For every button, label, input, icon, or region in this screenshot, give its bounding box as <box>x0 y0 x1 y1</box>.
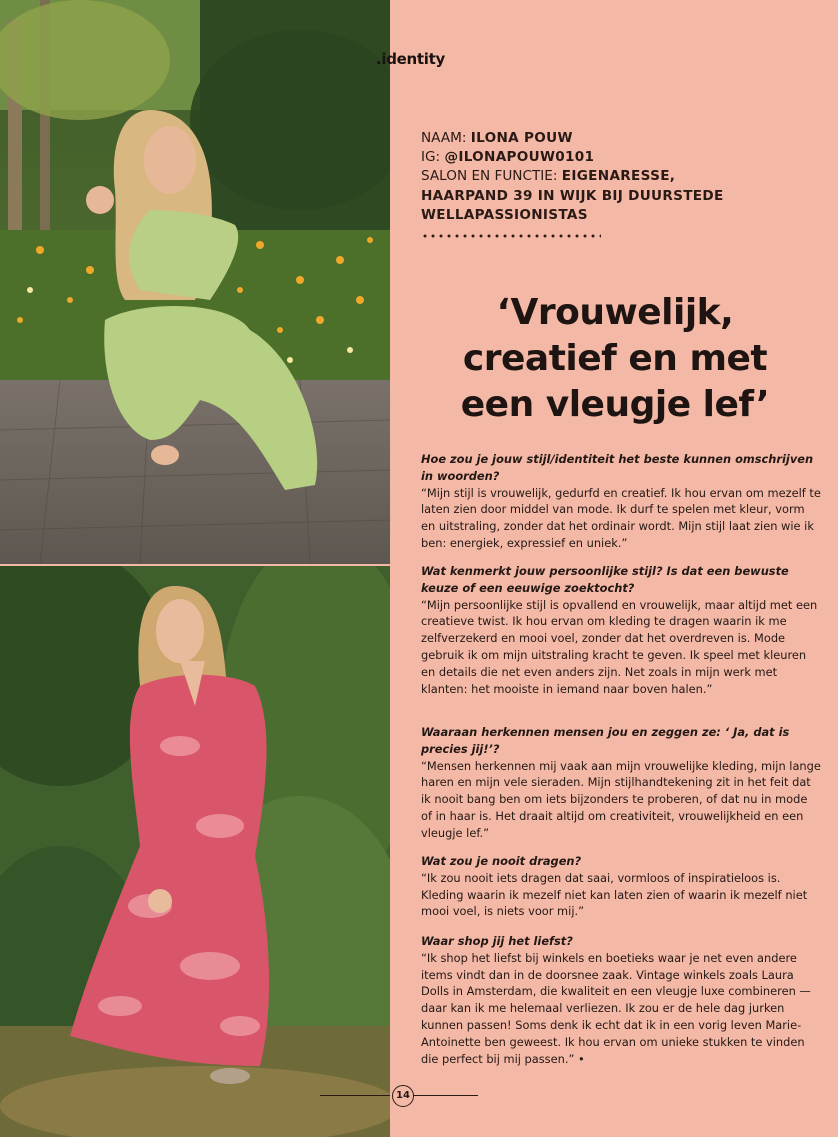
qa-block <box>421 933 821 1067</box>
question: Waar shop jij het liefst? <box>421 934 573 948</box>
profile-name-key: NAAM: <box>421 130 467 146</box>
photo-crouching-in-garden <box>0 0 390 564</box>
question: Hoe zou je jouw stijl/identiteit het beste kunnen omschrijven in woorden? <box>421 452 814 483</box>
profile-salon-row <box>421 167 821 186</box>
profile-name-row <box>421 129 821 148</box>
profile-ig-key: IG: <box>421 149 441 166</box>
answer: “Mijn stijl is vrouwelijk, gedurfd en creatief. Ik hou ervan om mezelf te laten zien door middel van mode. Ik durf te spelen met kleur, vorm en uitstraling, zonder dat het ordinair wordt. Mijn stijl laat zien wie ik ben: energiek, expressief en uniek.” <box>421 485 821 550</box>
footer-rule-left <box>320 1095 390 1096</box>
footer-rule <box>413 1095 478 1096</box>
page-number: 14 <box>392 1085 414 1107</box>
qa-block <box>421 563 821 697</box>
answer: “Mensen herkennen mij vaak aan mijn vrouwelijke kleding, mijn lange haren en mijn vele sieraden. Mijn stijlhandtekening zit in het feit dat ik nooit bang ben om iets bijzonders te proberen, of dat nu in mode of in haar is. Het draait altijd om creativiteit, vrouwelijkheid en een vleugje lef.” <box>421 758 821 840</box>
dotted-divider <box>421 234 601 238</box>
question: Waaraan herkennen mensen jou en zeggen ze: ‘ Ja, dat is precies jij!’? <box>421 725 790 756</box>
question: Wat zou je nooit dragen? <box>421 854 582 868</box>
question: Wat kenmerkt jouw persoonlijke stijl? Is dat een bewuste keuze of een eeuwige zoektocht? <box>421 564 789 595</box>
profile-salon-value-3: WELLAPASSIONISTAS <box>421 206 588 223</box>
answer: “Ik shop het liefst bij winkels en boetieks waar je net even andere items vindt dan in de doorsnee zaak. Vintage winkels zoals Laura Dolls in Amsterdam, die kwaliteit en een vleugje luxe combineren — daar kan ik me helemaal verliezen. Ik zou er de hele dag jurken kunnen passen! Soms denk ik echt dat ik in een vorig leven Marie-Antoinette ben geweest. Ik hou ervan om unieke stukken te vinden die perfect bij mij passen.” • <box>421 950 811 1066</box>
answer: “Mijn persoonlijke stijl is opvallend en vrouwelijk, maar altijd met een creatieve twist. Ik hou ervan om kleding te dragen waarin ik me zelfverzekerd en mooi voel, zonder dat het overdreven is. Mode gebruik ik om mijn uitstraling kracht te geven. Ik speel met kleuren en details die net even anders zijn. Net zoals in mijn werk met klanten: het mooiste in iemand naar boven halen.” <box>421 597 818 696</box>
headline-line-3: een vleugje lef’ <box>460 384 770 425</box>
profile-salon-key: SALON EN FUNCTIE: <box>421 168 558 185</box>
headline-line-2: creatief en met <box>462 338 768 379</box>
profile-name-value: ILONA POUW <box>470 130 573 146</box>
profile-block <box>421 129 821 225</box>
section-label: .identity <box>376 50 445 68</box>
qa-block <box>421 853 821 920</box>
profile-salon-value-1: EIGENARESSE, <box>561 168 676 185</box>
qa-block <box>421 724 821 842</box>
qa-block <box>421 451 821 552</box>
photo-red-dress <box>0 566 390 1137</box>
headline <box>392 290 838 428</box>
profile-salon-value-2: HAARPAND 39 IN WIJK BIJ DUURSTEDE <box>421 187 724 204</box>
profile-ig-row <box>421 148 821 167</box>
profile-ig-value: @ILONAPOUW0101 <box>444 149 595 166</box>
headline-line-1: ‘Vrouwelijk, <box>496 292 734 333</box>
answer: “Ik zou nooit iets dragen dat saai, vormloos of inspiratieloos is. Kleding waarin ik mezelf niet kan laten zien of waarin ik mezelf niet mooi voel, is niets voor mij.” <box>421 870 808 919</box>
